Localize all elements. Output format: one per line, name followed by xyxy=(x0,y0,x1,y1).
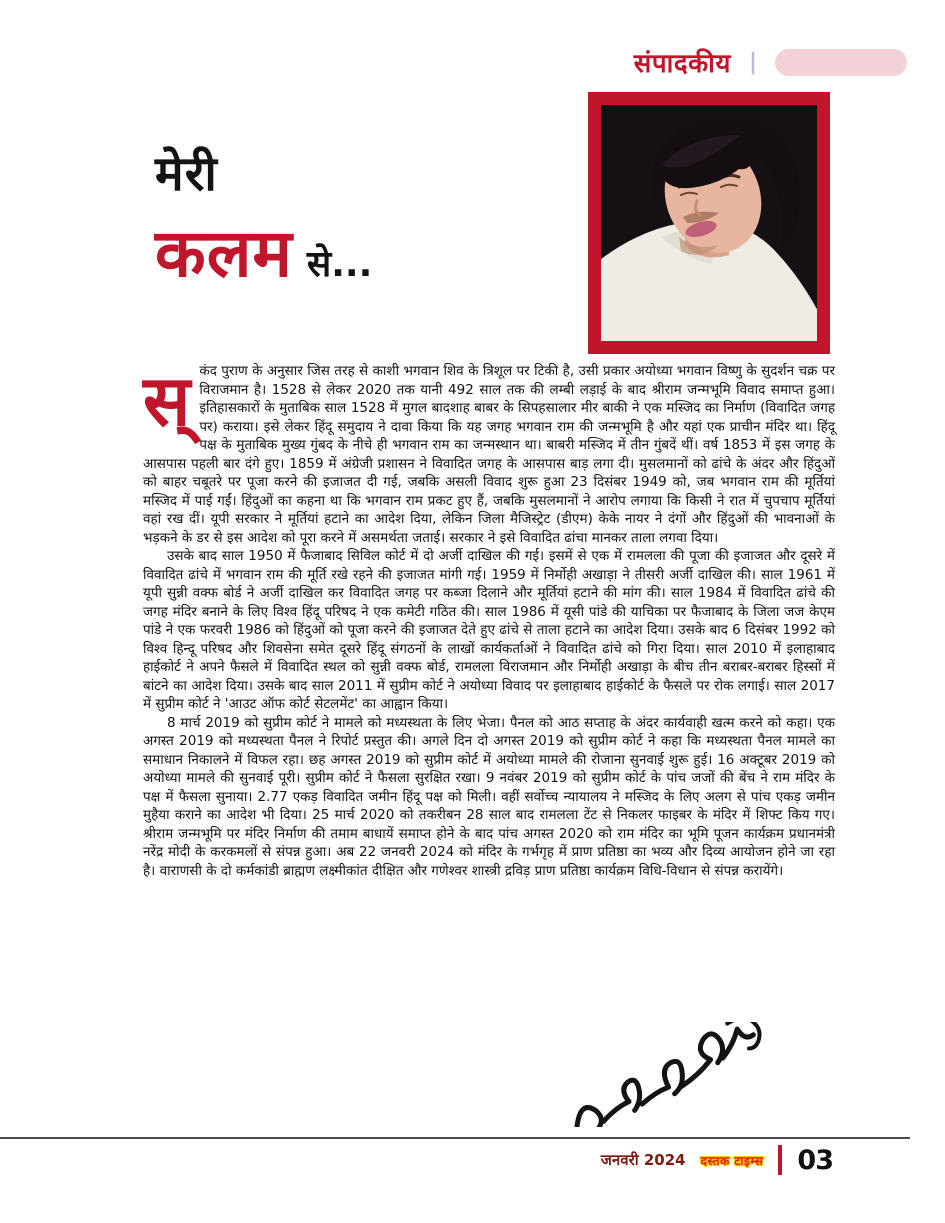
paragraph-1-text: कंद पुराण के अनुसार जिस तरह से काशी भगवान शिव के त्रिशूल पर टिकी है, उसी प्रकार अयोध्या भगवान विष्णु के सुदर्शन चक्र पर विराजमान है। 1528 से लेकर 2020 तक यानी 492 साल तक की लम्बी लड़ाई के बाद श्रीराम जन्मभूमि विवाद समाप्त हुआ। इतिहासकारों के मुताबिक साल 1528 में मुगल बादशाह बाबर के सिपहसालार मीर बाकी ने एक मस्जिद का निर्माण (विवादित जगह पर) कराया। इसे लेकर हिंदू समुदाय ने दावा किया कि यह जगह भगवान राम की जन्मभूमि है और यहां एक प्राचीन मंदिर था। हिंदू पक्ष के मुताबिक मुख्य गुंबद के नीचे ही भगवान राम का जन्मस्थान था। बाबरी मस्जिद में तीन गुंबदें थीं। वर्ष 1853 में इस जगह के आसपास पहली बार दंगे हुए। 1859 में अंग्रेजी प्रशासन ने विवादित जगह के आसपास बाड़ लगा दी। मुसलमानों को ढांचे के अंदर और हिंदुओं को बाहर चबूतरे पर पूजा करने की इजाजत दी गई, जबकि असली विवाद शुरू हुआ 23 दिसंबर 1949 को, जब भगवान राम की मूर्तियां मस्जिद में पाई गईं। हिंदुओं का कहना था कि भगवान राम प्रकट हुए हैं, जबकि मुसलमानों ने आरोप लगाया कि किसी ने रात में चुपचाप मूर्तियां वहां रख दीं। यूपी सरकार ने मूर्तियां हटाने का आदेश दिया, लेकिन जिला मैजिस्ट्रेट (डीएम) केके नायर ने दंगों और हिंदुओं की भावनाओं के भड़कने के डर से इस आदेश को पूरा करने में असमर्थता जताई। सरकार ने इसे विवादित ढांचा मानकर ताला लगवा दिया। xyxy=(143,363,835,546)
paragraph-3: 8 मार्च 2019 को सुप्रीम कोर्ट ने मामले को मध्यस्थता के लिए भेजा। पैनल को आठ सप्ताह के अंदर कार्यवाही खत्म करने को कहा। एक अगस्त 2019 को मध्यस्थता पैनल ने रिपोर्ट प्रस्तुत की। अगले दिन दो अगस्त 2019 को सुप्रीम कोर्ट ने कहा कि मध्यस्थता पैनल मामले का समाधान निकालने में विफल रहा। छह अगस्त 2019 को सुप्रीम कोर्ट में अयोध्या मामले की रोजाना सुनवाई शुरू हुई। 16 अक्टूबर 2019 को अयोध्या मामले की सुनवाई पूरी। सुप्रीम कोर्ट ने फैसला सुरक्षित रखा। 9 नवंबर 2019 को सुप्रीम कोर्ट के पांच जजों की बेंच ने राम मंदिर के पक्ष में फैसला सुनाया। 2.77 एकड़ विवादित जमीन हिंदू पक्ष को मिली। वहीं सर्वोच्च न्यायालय ने मस्जिद के लिए अलग से पांच एकड़ जमीन मुहैया कराने का आदेश भी दिया। 25 मार्च 2020 को तकरीबन 28 साल बाद रामलला टेंट से निकलर फाइबर के मंदिर में शिफ्ट किय गए। श्रीराम जन्मभूमि पर मंदिर निर्माण की तमाम बाधायें समाप्त होने के बाद पांच अगस्त 2020 को राम मंदिर का भूमि पूजन कार्यक्रम प्रधानमंत्री नरेंद्र मोदी के करकमलों से संपन्न हुआ। अब 22 जनवरी 2024 को मंदिर के गर्भगृह में प्राण प्रतिष्ठा का भव्य और दिव्य आयोजन होने जा रहा है। वाराणसी के दो कर्मकांडी ब्राह्मण लक्ष्मीकांत दीक्षित और गणेश्वर शास्त्री द्रविड़ प्राण प्रतिष्ठा कार्यक्रम विधि-विधान से संपन्न करायेंगे। xyxy=(143,714,835,879)
dropcap-letter: स् xyxy=(143,360,191,442)
header-highlight-pill xyxy=(775,49,907,76)
title-word-kalam: कलम xyxy=(155,215,293,292)
page-footer xyxy=(601,1144,833,1176)
author-portrait-photo xyxy=(601,105,817,341)
page-header xyxy=(0,44,907,80)
signature-scribble-icon xyxy=(550,1022,800,1127)
issue-date: जनवरी 2024 xyxy=(600,1151,686,1169)
article-body xyxy=(143,362,835,880)
section-label: संपादकीय xyxy=(633,49,731,79)
paragraph-1 xyxy=(143,362,835,547)
footer-divider-bar xyxy=(778,1145,782,1175)
title-word-meri: मेरी xyxy=(155,146,218,202)
footer-rule xyxy=(0,1137,910,1139)
article-title xyxy=(155,148,372,296)
title-word-se: से... xyxy=(306,244,373,285)
magazine-logo: दस्तक टाइम्स xyxy=(700,1153,764,1168)
paragraph-2: उसके बाद साल 1950 में फैजाबाद सिविल कोर्ट में दो अर्जी दाखिल की गई। इसमें से एक में रामलला की पूजा की इजाजत और दूसरे में विवादित ढांचे में भगवान राम की मूर्ति रखे रहने की इजाजत मांगी गई। 1959 में निर्मोही अखाड़ा ने तीसरी अर्जी दाखिल की। साल 1961 में यूपी सुन्नी वक्फ बोर्ड ने अर्जी दाखिल कर विवादित जगह पर कब्जा दिलाने और मूर्तियां हटाने की मांग की। साल 1984 में विवादित ढांचे की जगह मंदिर बनाने के लिए विश्व हिंदू परिषद ने एक कमेटी गठित की। साल 1986 में यूसी पांडे की याचिका पर फैजाबाद के जिला जज केएम पांडे ने एक फरवरी 1986 को हिंदुओं को पूजा करने की इजाजत देते हुए ढांचे से ताला हटाने का आदेश दिया। उसके बाद 6 दिसंबर 1992 को विश्व हिन्दू परिषद और शिवसेना समेत दूसरे हिंदू संगठनों के लाखों कार्यकर्ताओं ने विवादित ढांचे को गिरा दिया। साल 2010 में इलाहाबाद हाईकोर्ट ने अपने फैसले में विवादित स्थल को सुन्नी वक्फ बोर्ड, रामलला विराजमान और निर्मोही अखाड़ा के बीच तीन बराबर-बराबर हिस्सों में बांटने का आदेश दिया। उसके बाद साल 2011 में सुप्रीम कोर्ट ने अयोध्या विवाद पर इलाहाबाद हाईकोर्ट के फैसले पर रोक लगाई। साल 2017 में सुप्रीम कोर्ट ने 'आउट ऑफ कोर्ट सेटलमेंट' का आह्वान किया। xyxy=(143,548,835,712)
author-photo-frame xyxy=(588,92,830,354)
header-separator: | xyxy=(748,49,757,75)
page-number: 03 xyxy=(797,1144,833,1176)
author-signature xyxy=(550,1022,800,1127)
